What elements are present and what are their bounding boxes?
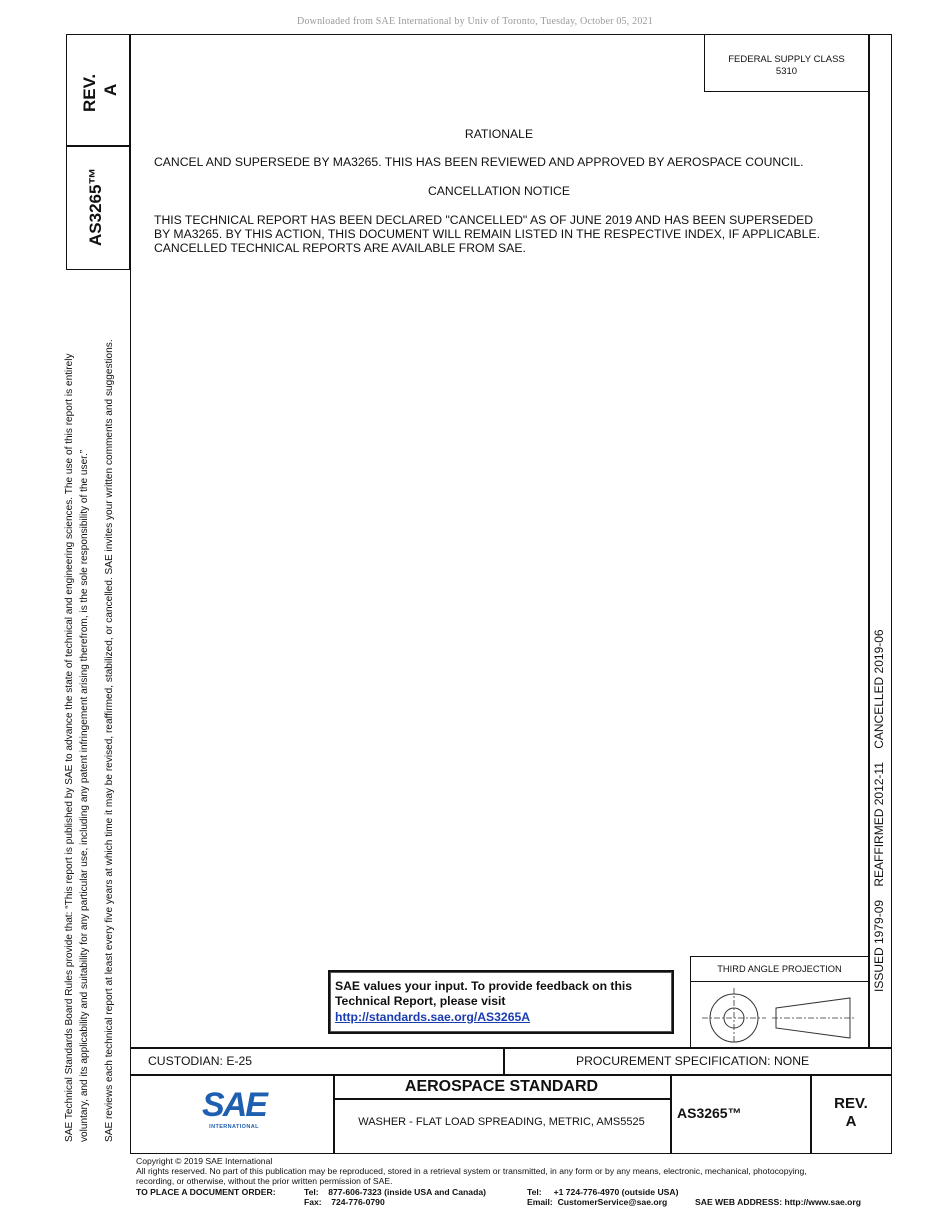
footer-rights-line2: recording, or otherwise, without the prior written permission of SAE.: [136, 1176, 393, 1186]
sae-logo: [196, 1088, 272, 1138]
custodian-divider: [503, 1047, 505, 1074]
footer-fax: Fax: 724-776-0790: [304, 1197, 385, 1207]
side-notice-line1: SAE Technical Standards Board Rules provide that: “This report is published by SAE to advance the state of technical and engineering sciences. The use of this report is entirely: [64, 353, 75, 1142]
custodian: CUSTODIAN: E-25: [148, 1054, 253, 1068]
side-rev-label: REV.: [80, 73, 99, 112]
cancellation-heading: CANCELLATION NOTICE: [428, 184, 570, 198]
feedback-link[interactable]: http://standards.sae.org/AS3265A: [335, 1010, 531, 1024]
projection-divider: [690, 981, 869, 982]
rationale-text: CANCEL AND SUPERSEDE BY MA3265. THIS HAS BEEN REVIEWED AND APPROVED BY AEROSPACE COUNCIL.: [154, 155, 804, 169]
aerospace-standard-heading: AEROSPACE STANDARD: [404, 1078, 599, 1095]
procurement-spec: PROCUREMENT SPECIFICATION: NONE: [576, 1054, 810, 1068]
side-notice-line3: SAE reviews each technical report at least every five years at which time it may be revised, reaffirmed, stabilized, or cancelled. SAE invites your written comments and suggestions.: [104, 339, 115, 1142]
third-angle-projection-icon: [694, 986, 864, 1046]
title-heading-divider: [333, 1098, 670, 1100]
title-rev-value: A: [845, 1113, 857, 1130]
issue-dates: ISSUED 1979-09 REAFFIRMED 2012-11 CANCELLED 2019-06: [872, 629, 886, 992]
footer-rights-line1: All rights reserved. No part of this publication may be reproduced, stored in a retrieval system or transmitted, in any form or by any means, electronic, mechanical, photocopying,: [136, 1166, 807, 1176]
title-docnum-divider: [670, 1074, 672, 1154]
right-strip-divider: [868, 34, 870, 1047]
footer-order-label: TO PLACE A DOCUMENT ORDER:: [136, 1187, 276, 1197]
sae-logo-subtext: INTERNATIONAL: [209, 1124, 259, 1130]
cancellation-line3: CANCELLED TECHNICAL REPORTS ARE AVAILABLE FROM SAE.: [154, 241, 526, 255]
sae-logo-text: SAE: [202, 1086, 266, 1124]
feedback-line2: Technical Report, please visit: [335, 994, 506, 1008]
title-rev-label: REV.: [834, 1095, 868, 1112]
federal-supply-class: FEDERAL SUPPLY CLASS: [728, 54, 845, 65]
footer-tel-outside: Tel: +1 724-776-4970 (outside USA): [527, 1187, 679, 1197]
footer-email[interactable]: Email: CustomerService@sae.org: [527, 1197, 668, 1207]
download-watermark: Downloaded from SAE International by Univ of Toronto, Tuesday, October 05, 2021: [297, 16, 653, 27]
custodian-row-top: [130, 1047, 892, 1049]
footer-copyright: Copyright © 2019 SAE International: [136, 1156, 273, 1166]
side-doc-number: AS3265™: [86, 167, 105, 246]
projection-label: THIRD ANGLE PROJECTION: [717, 964, 842, 974]
custodian-row-bottom: [130, 1074, 892, 1076]
rationale-heading: RATIONALE: [464, 127, 534, 141]
cancellation-line2: BY MA3265. BY THIS ACTION, THIS DOCUMENT WILL REMAIN LISTED IN THE RESPECTIVE INDEX, IF APPLICABLE.: [154, 227, 820, 241]
side-notice-line2: voluntary, and its applicability and suitability for any particular use, including any patent infringement arising therefrom, is the sole responsibility of the user.”: [79, 449, 90, 1142]
document-subtitle: WASHER - FLAT LOAD SPREADING, METRIC, AMS5525: [358, 1116, 645, 1128]
federal-supply-number: 5310: [775, 66, 798, 77]
footer-tel-usa: Tel: 877-606-7323 (inside USA and Canada): [304, 1187, 486, 1197]
side-rev-value: A: [101, 83, 120, 96]
footer-web[interactable]: SAE WEB ADDRESS: http://www.sae.org: [695, 1197, 861, 1207]
cancellation-line1: THIS TECHNICAL REPORT HAS BEEN DECLARED "CANCELLED" AS OF JUNE 2019 AND HAS BEEN SUPERSEDED: [154, 213, 814, 227]
title-doc-number: AS3265™: [677, 1105, 742, 1121]
feedback-line1: SAE values your input. To provide feedback on this: [335, 979, 633, 993]
